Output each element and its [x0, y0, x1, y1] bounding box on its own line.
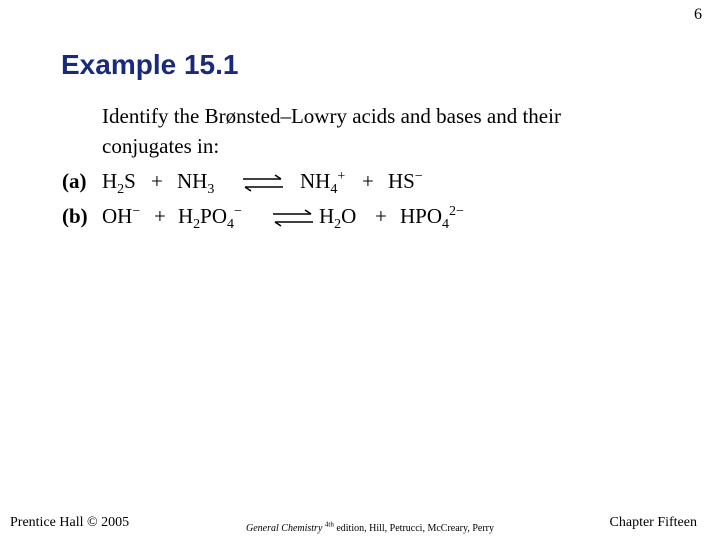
- reaction-b-plus-2: +: [375, 204, 387, 228]
- reaction-b-plus-1: +: [154, 204, 166, 228]
- intro-text: [102, 101, 561, 161]
- reaction-a-reactant-1: $H_2S$: [102, 169, 136, 198]
- slide-title: Example 15.1: [61, 49, 239, 80]
- intro-line-1: Identify the Brønsted–Lowry acids and bases and their: [102, 104, 561, 128]
- page-number: 6: [694, 6, 702, 23]
- equilibrium-arrow-icon: [271, 208, 315, 228]
- reaction-a-reactant-2: $NH_3$: [177, 169, 215, 198]
- reaction-a-product-2: HS−: [388, 169, 423, 193]
- reaction-b-reactant-2: $H_2PO_4^-$: [178, 204, 242, 233]
- reaction-b-product-1: $H_2O$: [319, 204, 357, 233]
- reaction-a-product-1: $NH_4^+$: [300, 169, 346, 198]
- reaction-b-product-2: $HPO_4^{2-}$: [400, 204, 464, 233]
- intro-line-2: conjugates in:: [102, 134, 220, 158]
- equilibrium-arrow-icon: [241, 173, 285, 193]
- reaction-b: [62, 201, 622, 231]
- reaction-a: [62, 166, 622, 196]
- footer-book-credit: General Chemistry $^{4th}$ edition, Hill, Petrucci, McCreary, Perry: [246, 520, 494, 534]
- reaction-b-label: (b): [62, 204, 88, 228]
- reaction-a-plus-2: +: [362, 169, 374, 193]
- reaction-a-plus-1: +: [151, 169, 163, 193]
- reaction-a-label: (a): [62, 169, 87, 193]
- reaction-b-reactant-1: OH−: [102, 204, 141, 228]
- footer-chapter: Chapter Fifteen: [609, 515, 697, 530]
- footer-publisher: Prentice Hall © 2005: [10, 515, 130, 530]
